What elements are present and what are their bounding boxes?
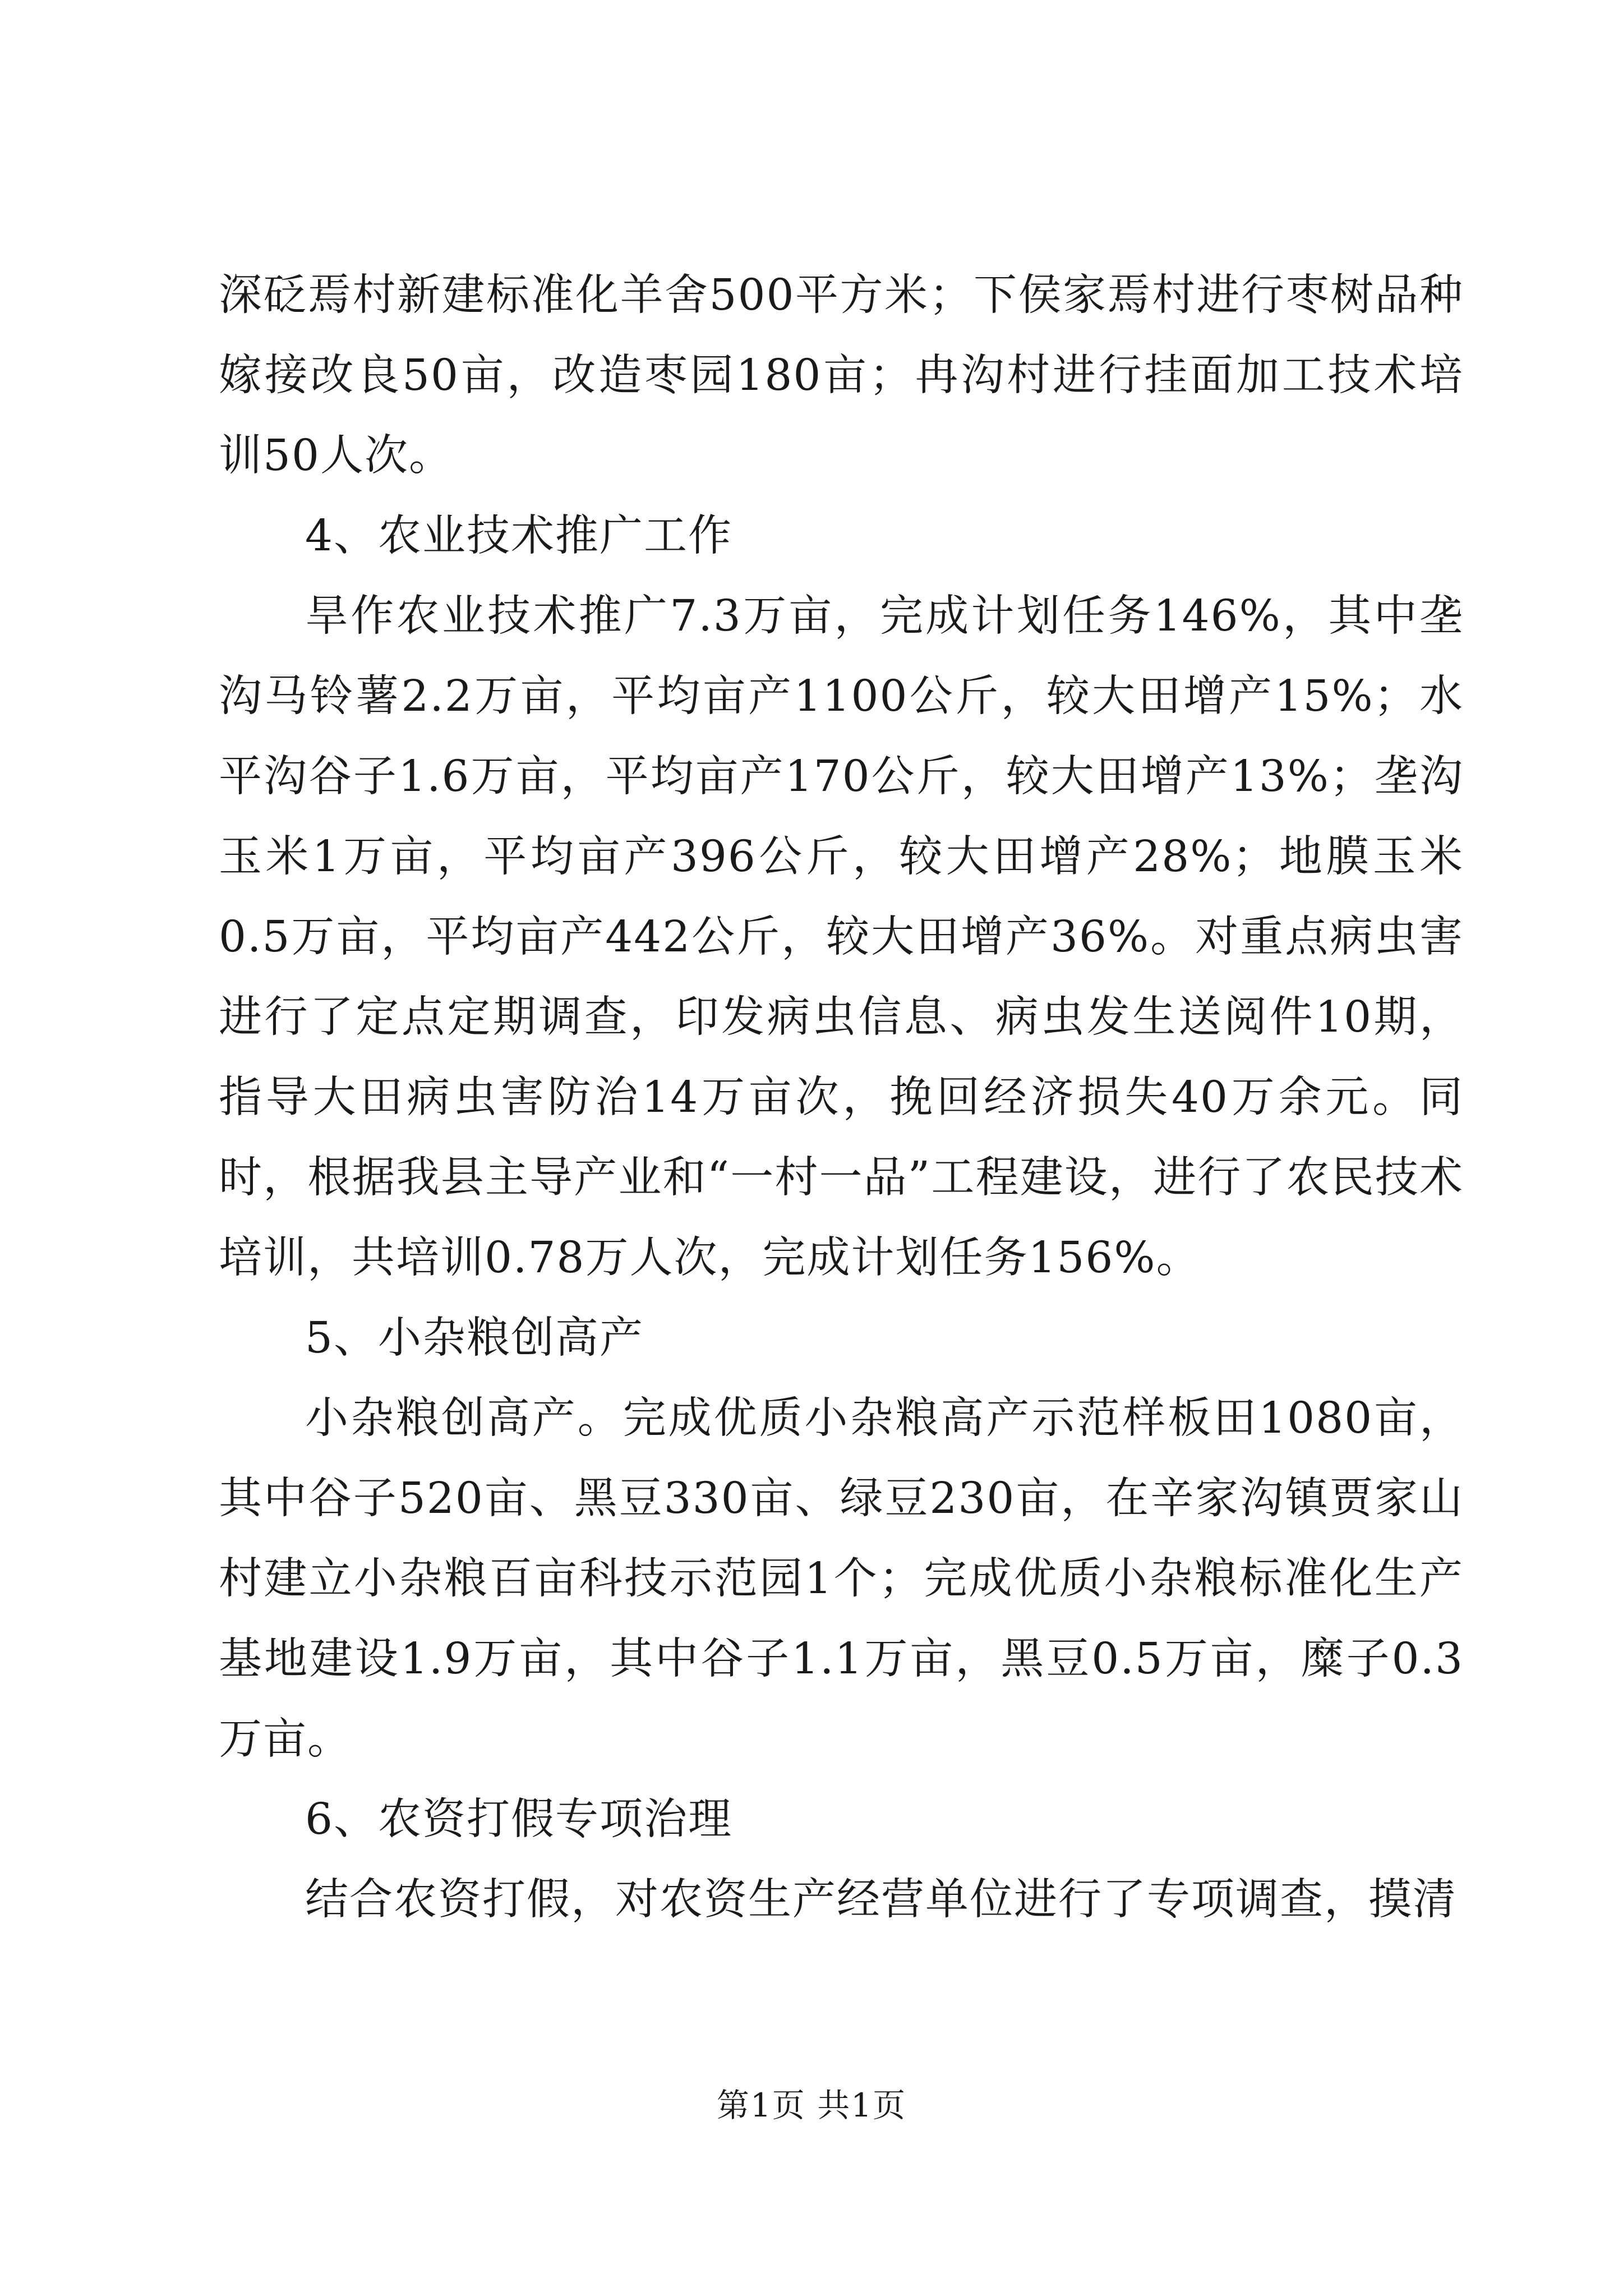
- paragraph-anti-counterfeit: 结合农资打假，对农资生产经营单位进行了专项调查，摸清: [305, 1875, 1457, 1925]
- section-heading-4: 4、农业技术推广工作: [305, 511, 732, 561]
- paragraph-minor-grains: 小杂粮创高产。完成优质小杂粮高产示范样板田1080亩，其中谷子520亩、黑豆330亩、绿豆230亩，在辛家沟镇贾家山村建立小杂粮百亩科技示范园1个；完成优质小杂粮标准化生产基地建设1.9万亩，其中谷子1.1万亩，黑豆0.5万亩，糜子0.3万亩。: [219, 1393, 1464, 1764]
- document-body: [219, 255, 1464, 1940]
- paragraph-agri-tech: 旱作农业技术推广7.3万亩，完成计划任务146%，其中垄沟马铃薯2.2万亩，平均亩产1100公斤，较大田增产15%；水平沟谷子1.6万亩，平均亩产170公斤，较大田增产13%；垄沟玉米1万亩，平均亩产396公斤，较大田增产28%；地膜玉米0.5万亩，平均亩产442公斤，较大田增产36%。对重点病虫害进行了定点定期调查，印发病虫信息、病虫发生送阅件10期，指导大田病虫害防治14万亩次，挽回经济损失40万余元。同时，根据我县主导产业和“一村一品”工程建设，进行了农民技术培训，共培训0.78万人次，完成计划任务156%。: [219, 591, 1464, 1283]
- paragraph-continuation: 深砭焉村新建标准化羊舍500平方米；下侯家焉村进行枣树品种嫁接改良50亩，改造枣园180亩；冉沟村进行挂面加工技术培训50人次。: [219, 270, 1464, 481]
- section-heading-5: 5、小杂粮创高产: [305, 1313, 644, 1363]
- section-heading-6: 6、农资打假专项治理: [305, 1795, 732, 1844]
- page-footer: 第1页 共1页: [716, 2086, 907, 2124]
